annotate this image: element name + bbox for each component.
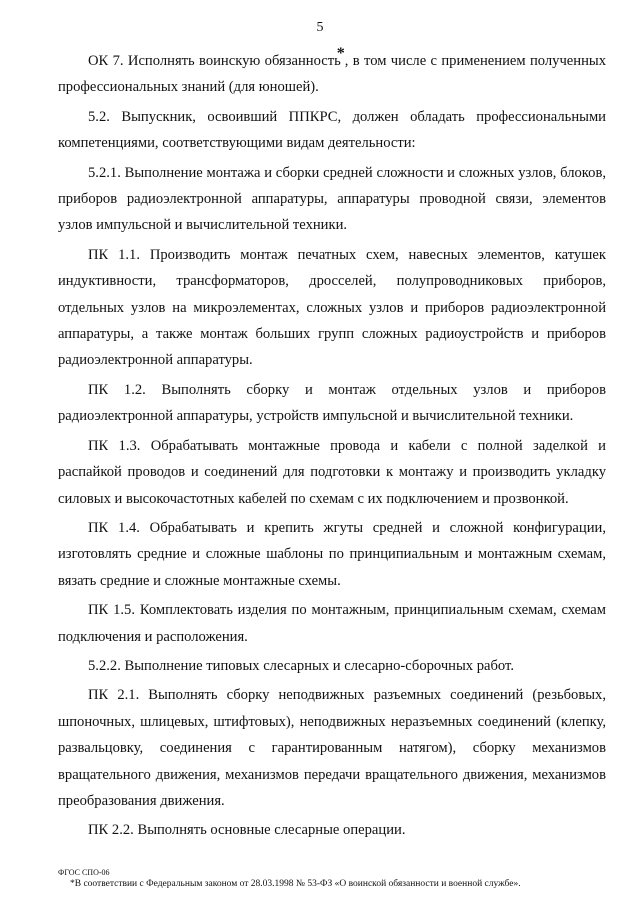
paragraph-ok7: [58, 45, 606, 101]
footnote: *В соответствии с Федеральным законом от 28.03.1998 № 53-ФЗ «О воинской обязанности и военной службе».: [70, 879, 521, 889]
paragraph-pk-2-1: ПК 2.1. Выполнять сборку неподвижных разъемных соединений (резьбовых, шпоночных, шлицевых, штифтовых), неподвижных неразъемных соединений (клепку, развальцовку, соединения с гарантированным натягом), сборку механизмов вращательного движения, механизмов передачи вращательного движения, механизмов преобразования движения.: [58, 687, 606, 809]
paragraph-pk-1-1: ПК 1.1. Производить монтаж печатных схем, навесных элементов, катушек индуктивности, трансформаторов, дросселей, полупроводниковых приборов, отдельных узлов на микроэлементах, сложных узлов и приборов радиоэлектронной аппаратуры, а также монтаж больших групп сложных радиоустройств и приборов радиоэлектронной аппаратуры.: [58, 246, 606, 369]
paragraph-pk-1-5: ПК 1.5. Комплектовать изделия по монтажным, принципиальным схемам, схемам подключения и расположения.: [58, 602, 606, 645]
paragraph-5-2-1: 5.2.1. Выполнение монтажа и сборки средней сложности и сложных узлов, блоков, приборов радиоэлектронной аппаратуры, аппаратуры проводной связи, элементов узлов импульсной и вычислительной техники.: [58, 164, 606, 234]
footnote-marker: *: [336, 45, 345, 62]
paragraph-5-2-2: 5.2.2. Выполнение типовых слесарных и слесарно-сборочных работ.: [88, 657, 514, 674]
document-body: [58, 45, 606, 847]
paragraph-pk-1-3: ПК 1.3. Обрабатывать монтажные провода и кабели с полной заделкой и распайкой проводов и соединений для подготовки к монтажу и производить укладку силовых и высокочастотных кабелей по схемам с их подключением и прозвонкой.: [58, 437, 606, 507]
paragraph-ok7-text: ОК 7. Исполнять воинскую обязанность: [88, 53, 341, 69]
paragraph-pk-2-2: ПК 2.2. Выполнять основные слесарные операции.: [88, 822, 406, 839]
page-number: 5: [316, 20, 324, 35]
paragraph-pk-1-2: ПК 1.2. Выполнять сборку и монтаж отдельных узлов и приборов радиоэлектронной аппаратуры, устройств импульсной и вычислительной техники.: [58, 381, 606, 425]
paragraph-ok7-rest: , в том числе с применением полученных профессиональных знаний (для юношей).: [58, 53, 606, 96]
paragraph-5-2: 5.2. Выпускник, освоивший ППКРС, должен обладать профессиональными компетенциями, соответствующими видам деятельности:: [58, 108, 606, 152]
footer-code: ФГОС СПО-06: [58, 868, 110, 877]
paragraph-pk-1-4: ПК 1.4. Обрабатывать и крепить жгуты средней и сложной конфигурации, изготовлять средние и сложные шаблоны по принципиальным и монтажным схемам, вязать средние и сложные монтажные схемы.: [58, 519, 606, 589]
